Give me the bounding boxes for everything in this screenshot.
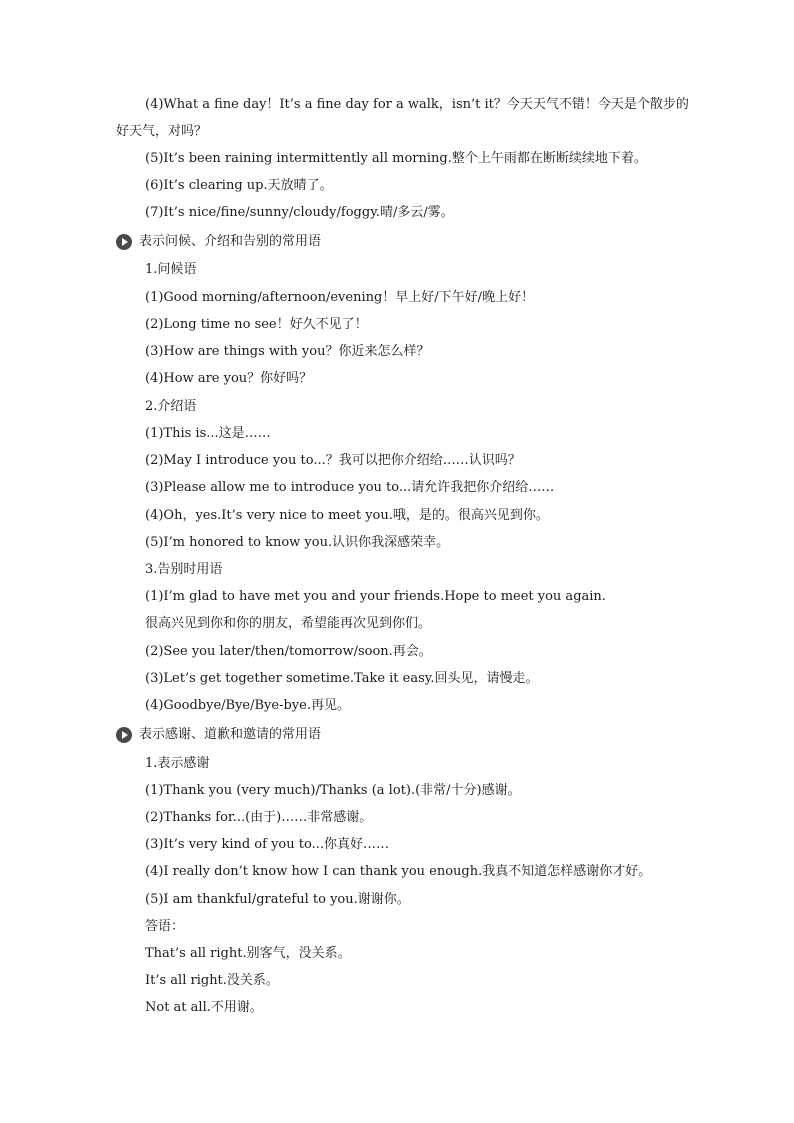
thanks-item: (4)I really don’t know how I can thank you enough.我真不知道怎样感谢你才好。 <box>145 864 652 879</box>
reply-item: It’s all right.没关系。 <box>145 973 279 988</box>
thanks-item: (1)Thank you (very much)/Thanks (a lot).(非常/十分)感谢。 <box>145 783 521 798</box>
section-heading-text: 表示问候、介绍和告别的常用语 <box>139 234 322 249</box>
farewell-subtitle: 3.告别时用语 <box>145 562 223 577</box>
farewell-item: (1)I’m glad to have met you and your friends.Hope to meet you again. <box>145 589 606 604</box>
weather-line-6: (6)It’s clearing up.天放晴了。 <box>145 178 333 193</box>
thanks-subtitle: 1.表示感谢 <box>145 756 210 771</box>
intro-item: (2)May I introduce you to...？我可以把你介绍给……认识吗？ <box>145 453 521 468</box>
farewell-item: (3)Let’s get together sometime.Take it easy.回头见，请慢走。 <box>145 671 539 686</box>
play-circle-icon <box>116 727 132 743</box>
greetings-subtitle: 1.问候语 <box>145 262 197 277</box>
reply-item: Not at all.不用谢。 <box>145 1000 263 1015</box>
intro-item: (5)I’m honored to know you.认识你我深感荣幸。 <box>145 535 450 550</box>
weather-line-4-cont: 好天气，对吗？ <box>116 124 208 139</box>
thanks-item: (5)I am thankful/grateful to you.谢谢你。 <box>145 892 410 907</box>
intro-subtitle: 2.介绍语 <box>145 399 197 414</box>
thanks-item: (3)It’s very kind of you to...你真好…… <box>145 837 389 852</box>
thanks-item: (2)Thanks for...(由于)……非常感谢。 <box>145 810 373 825</box>
intro-item: (3)Please allow me to introduce you to...请允许我把你介绍给…… <box>145 480 555 495</box>
farewell-item: 很高兴见到你和你的朋友，希望能再次见到你们。 <box>145 616 432 631</box>
weather-line-5: (5)It’s been raining intermittently all morning.整个上午雨都在断断续续地下着。 <box>145 151 647 166</box>
reply-item: That’s all right.别客气，没关系。 <box>145 946 351 961</box>
intro-item: (4)Oh，yes.It’s very nice to meet you.哦，是的。很高兴见到你。 <box>145 508 549 523</box>
intro-item: (1)This is...这是…… <box>145 426 271 441</box>
weather-line-4: (4)What a fine day！It’s a fine day for a walk，isn’t it？今天天气不错！今天是个散步的 <box>145 97 689 112</box>
greeting-item: (1)Good morning/afternoon/evening！早上好/下午好/晚上好！ <box>145 290 535 305</box>
section-heading-thanks <box>116 725 321 745</box>
play-circle-icon <box>116 234 132 250</box>
section-heading-text: 表示感谢、道歉和邀请的常用语 <box>139 727 322 742</box>
section-heading-greetings <box>116 232 321 252</box>
greeting-item: (4)How are you？你好吗？ <box>145 371 313 386</box>
reply-label: 答语： <box>145 919 185 934</box>
farewell-item: (4)Goodbye/Bye/Bye-bye.再见。 <box>145 698 350 713</box>
farewell-item: (2)See you later/then/tomorrow/soon.再会。 <box>145 644 432 659</box>
greeting-item: (3)How are things with you？你近来怎么样？ <box>145 344 430 359</box>
greeting-item: (2)Long time no see！好久不见了！ <box>145 317 368 332</box>
weather-line-7: (7)It’s nice/fine/sunny/cloudy/foggy.晴/多云/雾。 <box>145 205 454 220</box>
